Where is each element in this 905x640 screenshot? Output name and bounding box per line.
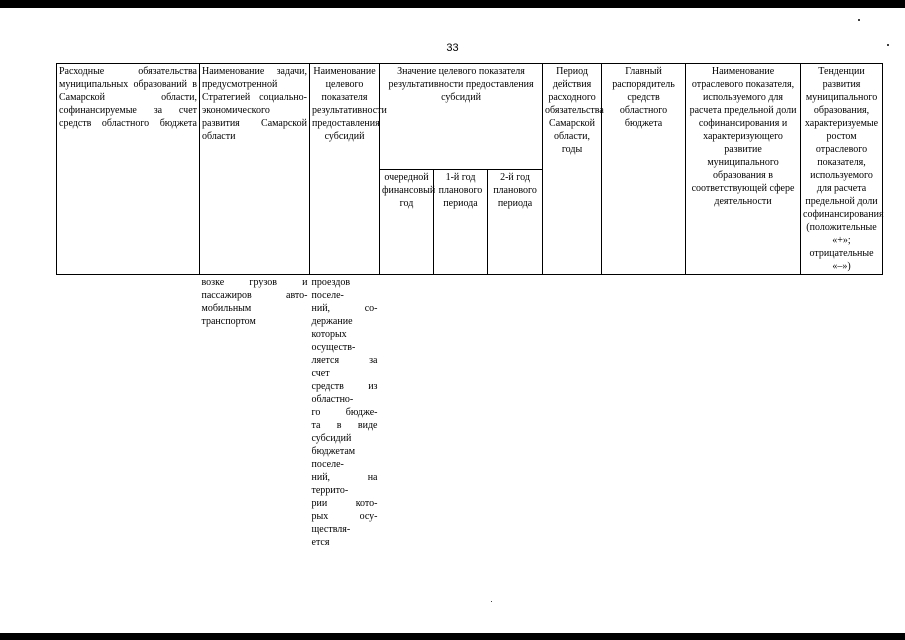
text-line: возке грузов и [201,277,308,288]
header-indicator-value-group: Значение целевого показателя результативности предоставления субсидий [380,64,543,170]
cell-development-trends [801,275,883,551]
text-line: транспортом [201,316,256,327]
text-line: ществля- [311,524,351,535]
scan-speck [858,19,860,21]
text-line: ется [311,537,330,548]
text-line: ляется за [311,355,378,366]
text-line: го бюдже- [311,407,378,418]
cell-task-name [200,275,310,551]
text-line: та в виде [311,420,378,431]
text-line: поселе- [311,459,344,470]
text-line: средств из [311,381,378,392]
header-row-1 [57,64,883,170]
text-line: пассажиров авто- [201,290,308,301]
header-planning-year-2: 2-й год планового периода [488,169,543,275]
header-next-financial-year: очередной финансовый год [380,169,434,275]
table-row [57,275,883,551]
scan-speck [887,44,889,46]
text-line: субсидий [311,433,352,444]
cell-sector-indicator-name [686,275,801,551]
header-obligation-period: Период действия расходного обязательства Самарской области, годы [543,64,602,275]
text-line: счет [311,368,330,379]
header-expenditure-obligations: Расходные обязательства муниципальных образований в Самарской области, софинансируемые за счет средств областного бюджета [57,64,200,275]
top-border-bar [0,0,905,8]
cell-indicator-name [310,275,380,551]
text-line: поселе- [311,290,344,301]
cell-obligation-period [543,275,602,551]
cell-next-financial-year [380,275,434,551]
scan-speck [491,601,492,602]
text-line: мобильным [201,303,252,314]
cell-planning-year-1 [434,275,488,551]
header-planning-year-1: 1-й год планового периода [434,169,488,275]
cell-expenditure-obligations [57,275,200,551]
cell-main-manager [602,275,686,551]
text-line: проездов [311,277,351,288]
header-sector-indicator-name: Наименование отраслевого показателя, используемого для расчета предельной доли софинансирования и характеризующего развитие муниципального образования в соответствующей сфере деятельности [686,64,801,275]
header-development-trends: Тенденции развития муниципального образования, характеризуемые ростом отраслевого показателя, используемого для расчета предельной доли софинансирования (положительные «+»; отрицательные «–») [801,64,883,275]
bottom-border-bar [0,633,905,640]
cell-planning-year-2 [488,275,543,551]
header-task-name: Наименование задачи, предусмотренной Стратегией социально-экономического развития Самарской области [200,64,310,275]
header-indicator-name: Наименование целевого показателя результативности предоставления субсидий [310,64,380,275]
page-number: 33 [446,42,459,54]
text-line: террито- [311,485,349,496]
text-line: которых [311,329,347,340]
text-line: бюджетам [311,446,356,457]
text-line: ний, на [311,472,378,483]
text-line: осуществ- [311,342,356,353]
header-main-manager: Главный распорядитель средств областного бюджета [602,64,686,275]
text-line: рых осу- [311,511,378,522]
text-line: рии кото- [311,498,378,509]
text-line: держание [311,316,353,327]
text-line: ний, со- [311,303,378,314]
subsidy-indicators-table [56,63,883,550]
text-line: областно- [311,394,354,405]
